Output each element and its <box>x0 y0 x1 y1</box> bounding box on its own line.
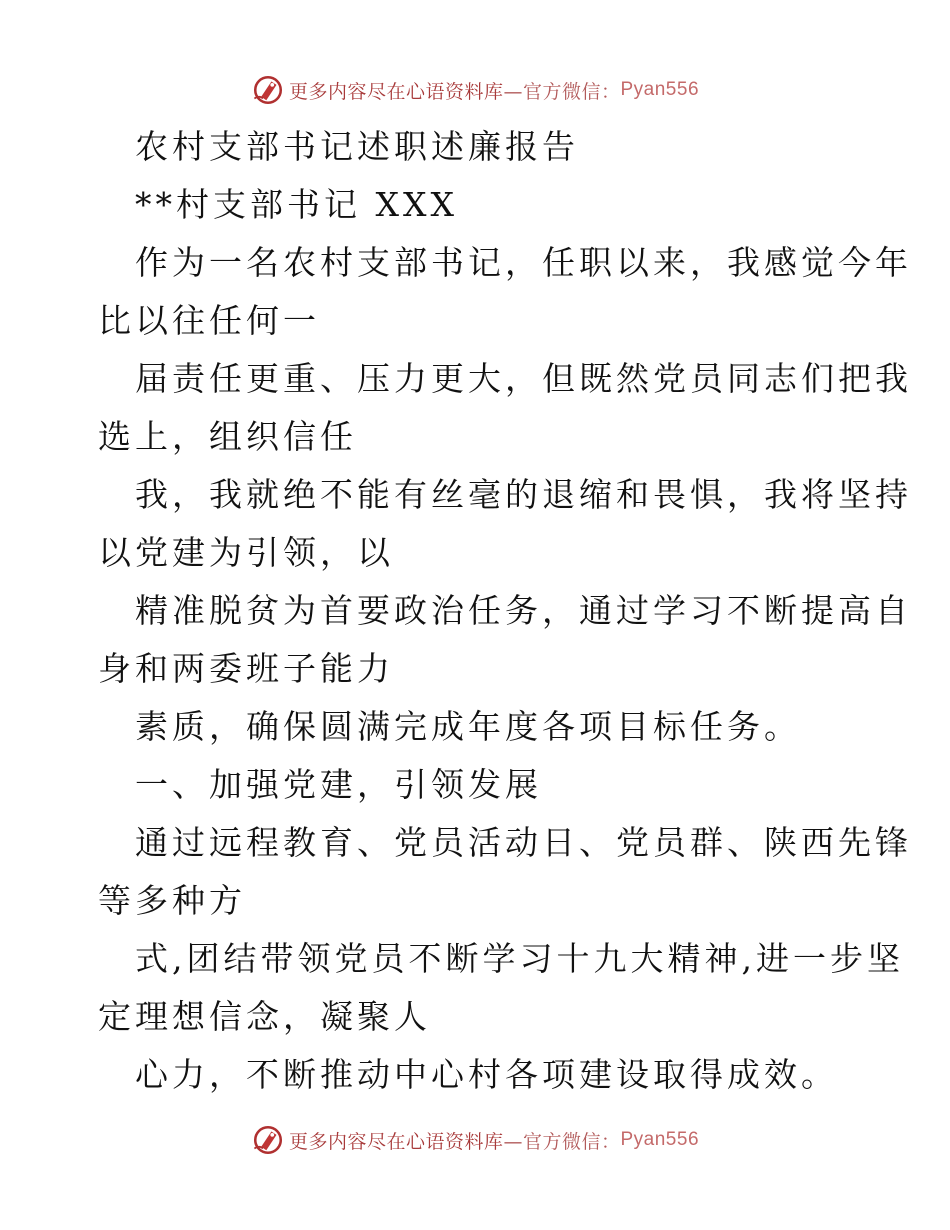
text-line: 精准脱贫为首要政治任务，通过学习不断提高自 <box>135 591 912 630</box>
document-title: 农村支部书记述职述廉报告 <box>135 127 579 166</box>
header-watermark <box>0 70 950 110</box>
text-line: 心力，不断推动中心村各项建设取得成效。 <box>135 1055 838 1094</box>
text-line: 素质，确保圆满完成年度各项目标任务。 <box>135 707 801 746</box>
watermark-text: 更多内容尽在心语资料库 <box>288 80 504 103</box>
footer-watermark <box>0 1120 950 1160</box>
document-body <box>98 118 912 1104</box>
text-line: 选上，组织信任 <box>98 417 357 456</box>
watermark-official-label: —官方微信： <box>503 80 621 103</box>
text-line: 身和两委班子能力 <box>98 649 394 688</box>
pen-nib-logo-icon <box>251 73 285 107</box>
text-line: 定理想信念，凝聚人 <box>98 997 431 1036</box>
text-line: 届责任更重、压力更大，但既然党员同志们把我 <box>135 359 912 398</box>
text-line: 等多种方 <box>98 881 246 920</box>
watermark-text: 更多内容尽在心语资料库 <box>288 1130 504 1153</box>
text-line: 式,团结带领党员不断学习十九大精神,进一步坚 <box>135 939 904 978</box>
text-line: 比以往任何一 <box>98 301 320 340</box>
text-line: 以党建为引领，以 <box>98 533 394 572</box>
text-line: 通过远程教育、党员活动日、党员群、陕西先锋 <box>135 823 912 862</box>
text-line: 作为一名农村支部书记，任职以来，我感觉今年 <box>135 243 912 282</box>
text-line: 一、加强党建，引领发展 <box>135 765 542 804</box>
watermark-wechat-id: Pyan556 <box>620 1129 700 1150</box>
text-line: **村支部书记 XXX <box>135 185 458 224</box>
pen-nib-logo-icon <box>251 1123 285 1157</box>
watermark-official-label: —官方微信： <box>503 1130 621 1153</box>
watermark-wechat-id: Pyan556 <box>620 79 700 100</box>
text-line: 我，我就绝不能有丝毫的退缩和畏惧，我将坚持 <box>135 475 912 514</box>
